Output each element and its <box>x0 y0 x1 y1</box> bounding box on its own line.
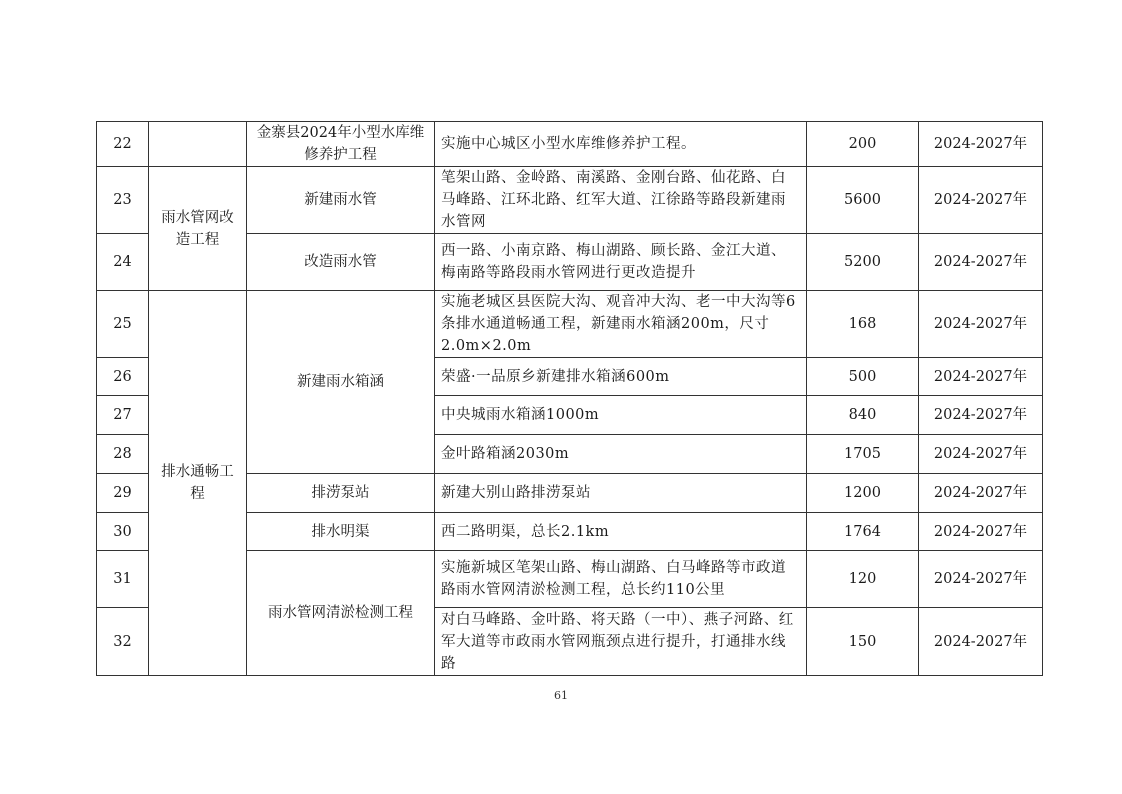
period-cell: 2024-2027年 <box>919 474 1043 513</box>
page-number: 61 <box>554 689 568 702</box>
table-row <box>97 122 1043 167</box>
project-name-cell: 排水明渠 <box>247 513 435 551</box>
period-cell: 2024-2027年 <box>919 358 1043 396</box>
period-cell: 2024-2027年 <box>919 435 1043 474</box>
content-cell: 对白马峰路、金叶路、将天路（一中）、燕子河路、红军大道等市政雨水管网瓶颈点进行提升，打通排水线路 <box>435 608 807 676</box>
content-cell: 中央城雨水箱涵1000m <box>435 396 807 435</box>
project-name-cell: 改造雨水管 <box>247 234 435 291</box>
content-cell: 笔架山路、金岭路、南溪路、金刚台路、仙花路、白马峰路、江环北路、红军大道、江徐路等路段新建雨水管网 <box>435 167 807 234</box>
investment-cell: 150 <box>807 608 919 676</box>
row-number: 28 <box>97 435 149 474</box>
investment-cell: 840 <box>807 396 919 435</box>
period-cell: 2024-2027年 <box>919 167 1043 234</box>
row-number: 27 <box>97 396 149 435</box>
row-number: 32 <box>97 608 149 676</box>
investment-cell: 1705 <box>807 435 919 474</box>
table-row <box>97 291 1043 358</box>
investment-cell: 1200 <box>807 474 919 513</box>
period-cell: 2024-2027年 <box>919 396 1043 435</box>
investment-cell: 1764 <box>807 513 919 551</box>
content-cell: 西二路明渠，总长2.1km <box>435 513 807 551</box>
project-name-cell: 新建雨水管 <box>247 167 435 234</box>
period-cell: 2024-2027年 <box>919 234 1043 291</box>
row-number: 31 <box>97 551 149 608</box>
content-cell: 金叶路箱涵2030m <box>435 435 807 474</box>
investment-cell: 168 <box>807 291 919 358</box>
row-number: 30 <box>97 513 149 551</box>
row-number: 29 <box>97 474 149 513</box>
investment-cell: 120 <box>807 551 919 608</box>
content-cell: 新建大别山路排涝泵站 <box>435 474 807 513</box>
period-cell: 2024-2027年 <box>919 122 1043 167</box>
content-cell: 荣盛·一品原乡新建排水箱涵600m <box>435 358 807 396</box>
project-name-cell: 雨水管网清淤检测工程 <box>247 551 435 676</box>
category-cell: 排水通畅工程 <box>149 291 247 676</box>
period-cell: 2024-2027年 <box>919 291 1043 358</box>
content-cell: 实施中心城区小型水库维修养护工程。 <box>435 122 807 167</box>
row-number: 23 <box>97 167 149 234</box>
investment-cell: 5600 <box>807 167 919 234</box>
investment-cell: 5200 <box>807 234 919 291</box>
investment-cell: 200 <box>807 122 919 167</box>
row-number: 22 <box>97 122 149 167</box>
project-name-cell: 排涝泵站 <box>247 474 435 513</box>
period-cell: 2024-2027年 <box>919 551 1043 608</box>
project-name-cell: 金寨县2024年小型水库维修养护工程 <box>247 122 435 167</box>
row-number: 24 <box>97 234 149 291</box>
content-cell: 西一路、小南京路、梅山湖路、顾长路、金江大道、梅南路等路段雨水管网进行更改造提升 <box>435 234 807 291</box>
content-cell: 实施新城区笔架山路、梅山湖路、白马峰路等市政道路雨水管网清淤检测工程，总长约110公里 <box>435 551 807 608</box>
period-cell: 2024-2027年 <box>919 608 1043 676</box>
investment-cell: 500 <box>807 358 919 396</box>
project-table <box>96 121 1043 676</box>
table-row <box>97 167 1043 234</box>
category-cell <box>149 122 247 167</box>
project-name-cell: 新建雨水箱涵 <box>247 291 435 474</box>
row-number: 26 <box>97 358 149 396</box>
category-cell: 雨水管网改造工程 <box>149 167 247 291</box>
content-cell: 实施老城区县医院大沟、观音冲大沟、老一中大沟等6条排水通道畅通工程，新建雨水箱涵200m，尺寸2.0m×2.0m <box>435 291 807 358</box>
period-cell: 2024-2027年 <box>919 513 1043 551</box>
row-number: 25 <box>97 291 149 358</box>
